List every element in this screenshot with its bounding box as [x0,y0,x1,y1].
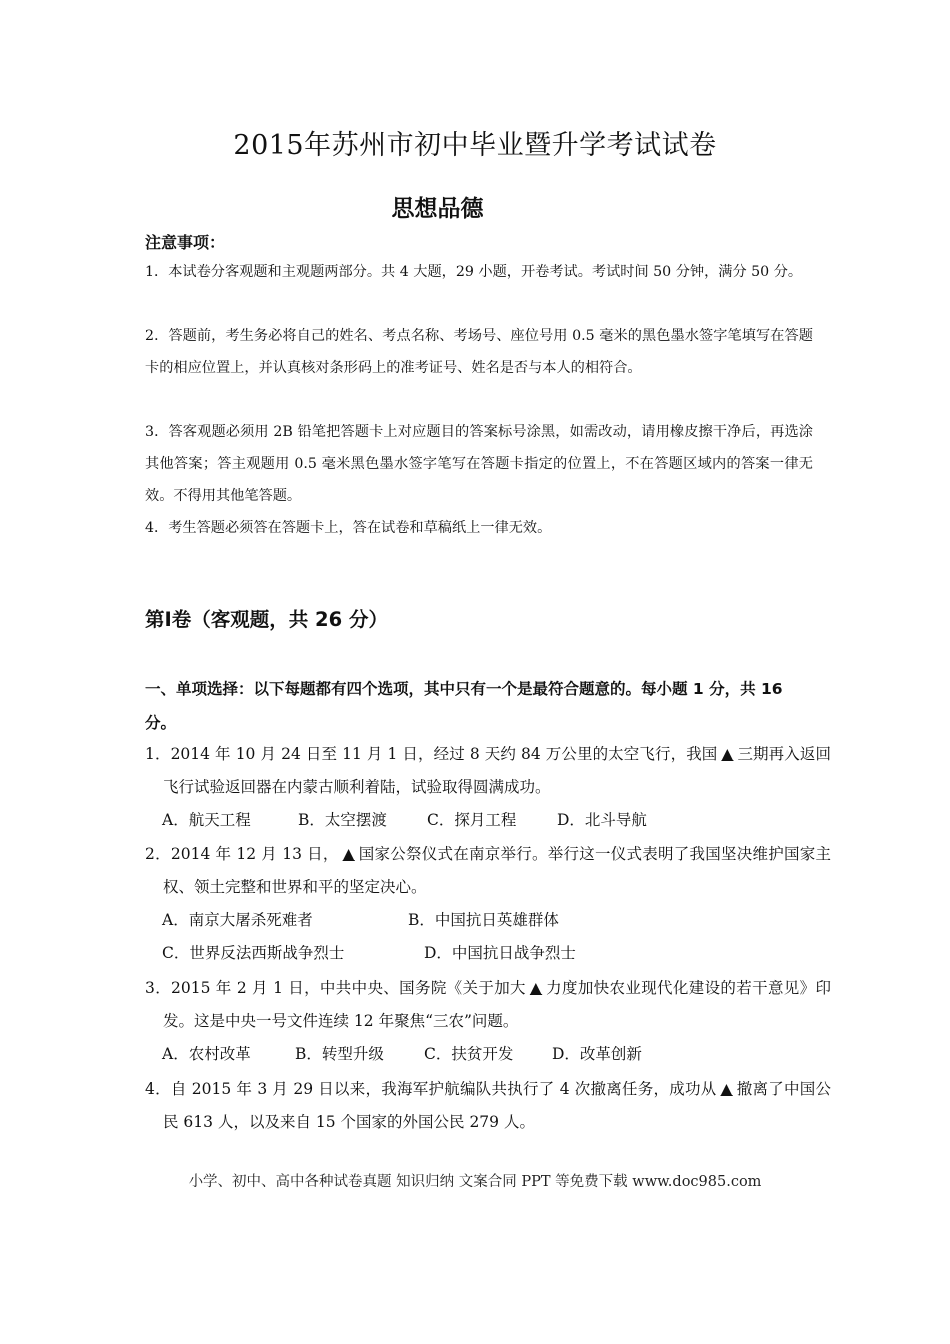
question-3-option-b: B．转型升级 [295,1045,384,1063]
question-3-stem-pre: 3．2015 年 2 月 1 日，中共中央、国务院《关于加大 [145,979,526,997]
question-2-options-row-1 [162,904,559,937]
question-1 [145,738,831,804]
notice-item-3: 3．答客观题必须用 2B 铅笔把答题卡上对应题目的答案标号涂黑，如需改动，请用橡皮擦干净后，再选涂其他答案；答主观题用 0.5 毫米黑色墨水签字笔写在答题卡指定的位置上，不在答题区域内的答案一律无效。不得用其他笔答题。 [145,424,813,504]
notice-item-4: 4．考生答题必须答在答题卡上，答在试卷和草稿纸上一律无效。 [145,520,552,536]
question-2-stem-pre: 2．2014 年 12 月 13 日， [145,845,339,863]
question-2-options-row-2 [162,937,576,970]
question-1-stem-post: 三期再入返回飞行试验返回器在内蒙古顺利着陆，试验取得圆满成功。 [163,745,831,796]
question-2-option-d: D．中国抗日战争烈士 [424,944,576,962]
subject-title: 思想品德 [391,196,484,222]
question-2-stem-post: 国家公祭仪式在南京举行。举行这一仪式表明了我国坚决维护国家主权、领土完整和世界和平的坚定决心。 [163,845,831,896]
question-1-option-d: D．北斗导航 [557,811,647,829]
question-3-option-c: C．扶贫开发 [424,1045,514,1063]
question-1-blank: ▲ [721,745,734,763]
question-1-options [162,804,647,837]
notice-heading: 注意事项： [145,233,226,252]
question-4-blank: ▲ [720,1080,733,1098]
question-2-option-a: A．南京大屠杀死难者 [162,911,313,929]
notice-item-2: 2．答题前，考生务必将自己的姓名、考点名称、考场号、座位号用 0.5 毫米的黑色墨水签字笔填写在答题卡的相应位置上，并认真核对条形码上的准考证号、姓名是否与本人的相符合。 [145,328,813,376]
footer-note: 小学、初中、高中各种试卷真题 知识归纳 文案合同 PPT 等免费下载 www.doc985.com [188,1174,762,1190]
section-heading: 第Ⅰ卷（客观题，共 26 分） [145,608,388,631]
question-2-option-b: B．中国抗日英雄群体 [408,911,559,929]
question-4-stem-post: 撤离了中国公民 613 人，以及来自 15 个国家的外国公民 279 人。 [163,1080,831,1131]
question-1-stem-pre: 1．2014 年 10 月 24 日至 11 月 1 日，经过 8 天约 84 万公里的太空飞行，我国 [145,745,718,763]
question-4 [145,1073,831,1139]
question-1-option-b: B．太空摆渡 [298,811,387,829]
exam-title: 2015年苏州市初中毕业暨升学考试试卷 [233,130,717,161]
question-3-stem-post: 力度加快农业现代化建设的若干意见》印发。这是中央一号文件连续 12 年聚焦“三农”问题。 [163,979,831,1030]
question-2-blank: ▲ [342,845,355,863]
part-heading: 一、单项选择：以下每题都有四个选项，其中只有一个是最符合题意的。每小题 1 分，共 16 分。 [145,680,783,732]
question-3-option-a: A．农村改革 [162,1045,251,1063]
notice-item-1: 1．本试卷分客观题和主观题两部分。共 4 大题，29 小题，开卷考试。考试时间 50 分钟，满分 50 分。 [145,264,803,280]
question-3-options [162,1038,642,1071]
question-1-option-a: A．航天工程 [162,811,251,829]
question-1-option-c: C．探月工程 [427,811,517,829]
question-3-blank: ▲ [529,979,543,997]
question-2 [145,838,831,904]
question-2-option-c: C．世界反法西斯战争烈士 [162,944,345,962]
question-3 [145,972,831,1038]
question-3-option-d: D．改革创新 [552,1045,642,1063]
question-4-stem-pre: 4．自 2015 年 3 月 29 日以来，我海军护航编队共执行了 4 次撤离任务，成功从 [145,1080,717,1098]
